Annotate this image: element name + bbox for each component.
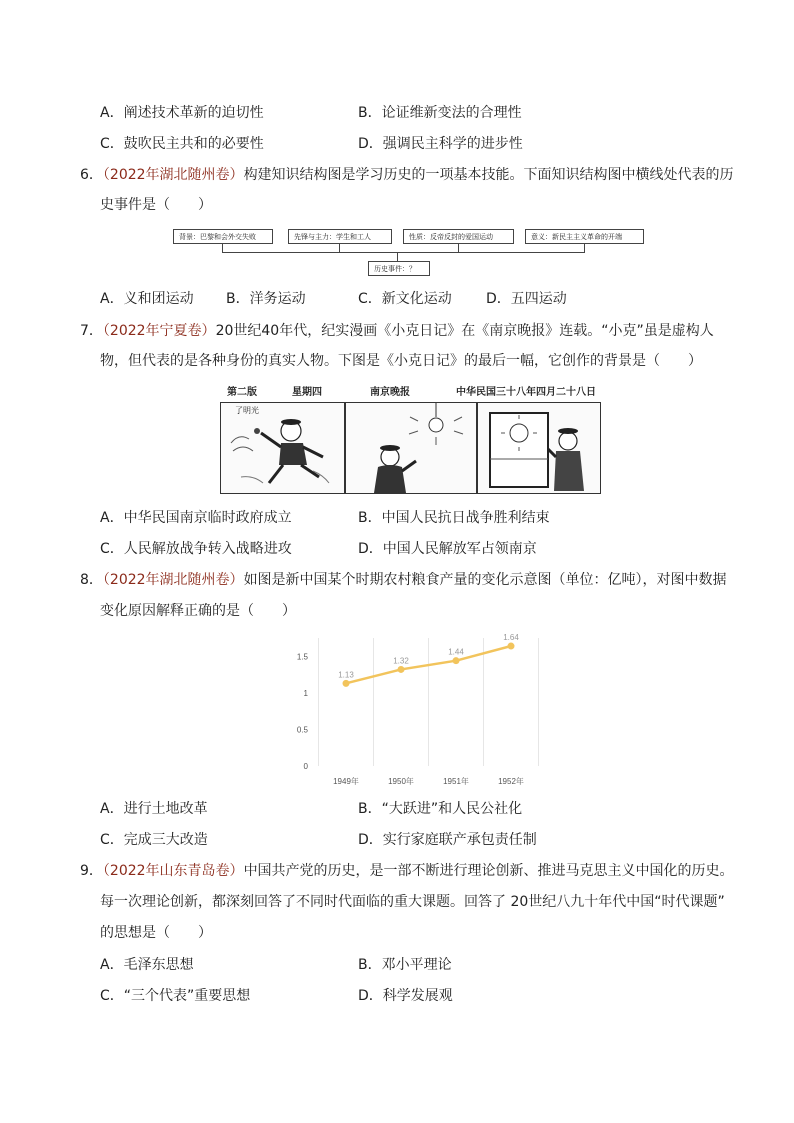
q9-stem: 中国共产党的历史，是一部不断进行理论创新、推进马克思主义中国化的历史。 xyxy=(243,863,734,879)
chart-y-tick-label: 0 xyxy=(303,762,308,771)
q7-stem: 20世纪40年代，纪实漫画《小克日记》在《南京晚报》连载。“小克”虽是虚构人 xyxy=(215,323,714,339)
comic-header-date: 中华民国三十八年四月二十八日 xyxy=(456,387,596,398)
chart-x-tick-label: 1949年 xyxy=(333,777,359,786)
q7-option-a[interactable]: A．中华民国南京临时政府成立 xyxy=(100,510,292,526)
comic-panel-2 xyxy=(345,402,477,494)
chart-x-tick-label: 1952年 xyxy=(498,777,524,786)
diagram-box-significance: 意义：新民主主义革命的开端 xyxy=(525,229,644,244)
q5-option-c[interactable]: C．鼓吹民主共和的必要性 xyxy=(100,136,264,152)
chart-data-label: 1.32 xyxy=(393,656,409,666)
q8-option-a[interactable]: A．进行土地改革 xyxy=(100,801,208,817)
diagram-connector xyxy=(222,244,223,252)
q9-stem-line3: 的思想是（ ） xyxy=(100,925,212,941)
chart-y-tick-label: 0.5 xyxy=(296,725,308,735)
q8-stem: 如图是新中国某个时期农村粮食产量的变化示意图（单位：亿吨），对图中数据 xyxy=(243,572,727,588)
diagram-box-nature: 性质：反帝反封的爱国运动 xyxy=(403,229,514,244)
comic-header-newspaper: 南京晚报 xyxy=(370,387,410,398)
chart-data-label: 1.13 xyxy=(338,670,354,680)
q6-number: 6． xyxy=(80,167,103,183)
q6-option-d[interactable]: D．五四运动 xyxy=(486,291,567,307)
q8-number: 8． xyxy=(80,572,103,588)
grain-output-line-chart xyxy=(280,628,540,796)
chart-y-tick-label: 1 xyxy=(303,688,308,698)
q7-stem-line1 xyxy=(80,321,714,341)
comic-speech-bubble: 了明光 xyxy=(235,406,259,415)
q6-stem: 构建知识结构图是学习历史的一项基本技能。下面知识结构图中横线处代表的历 xyxy=(243,167,734,183)
q8-stem-line2: 变化原因解释正确的是（ ） xyxy=(100,603,296,619)
chart-data-point xyxy=(453,657,460,664)
q7-number: 7． xyxy=(80,323,103,339)
diagram-box-force: 先锋与主力：学生和工人 xyxy=(288,229,392,244)
chart-data-point xyxy=(343,680,350,687)
diagram-connector xyxy=(458,244,459,252)
chart-x-tick-label: 1951年 xyxy=(443,777,469,786)
chart-data-point xyxy=(508,643,515,650)
q8-option-c[interactable]: C．完成三大改造 xyxy=(100,832,208,848)
q5-option-b[interactable]: B．论证维新变法的合理性 xyxy=(358,105,522,121)
q6-option-a[interactable]: A．义和团运动 xyxy=(100,291,194,307)
lamp-figure-illustration xyxy=(346,403,477,494)
window-figure-illustration xyxy=(478,403,601,494)
q9-number: 9． xyxy=(80,863,103,879)
q8-option-d[interactable]: D．实行家庭联产承包责任制 xyxy=(358,832,537,848)
diagram-box-event: 历史事件：？ xyxy=(368,261,430,276)
q5-option-a[interactable]: A．阐述技术革新的迫切性 xyxy=(100,105,264,121)
diagram-connector xyxy=(397,252,398,261)
q7-source: （2022年宁夏卷） xyxy=(102,323,216,339)
chart-data-label: 1.44 xyxy=(448,647,464,657)
q7-option-b[interactable]: B．中国人民抗日战争胜利结束 xyxy=(358,510,550,526)
comic-header-weekday: 星期四 xyxy=(292,387,322,398)
q8-option-b[interactable]: B．“大跃进”和人民公社化 xyxy=(358,801,523,817)
comic-header-edition: 第二版 xyxy=(227,387,257,398)
chart-y-tick-label: 1.5 xyxy=(296,652,308,662)
q6-option-b[interactable]: B．洋务运动 xyxy=(226,291,306,307)
diagram-connector xyxy=(584,244,585,252)
q9-option-c[interactable]: C．“三个代表”重要思想 xyxy=(100,988,251,1004)
q8-source: （2022年湖北随州卷） xyxy=(102,572,244,588)
q7-option-c[interactable]: C．人民解放战争转入战略进攻 xyxy=(100,541,292,557)
q9-option-d[interactable]: D．科学发展观 xyxy=(358,988,453,1004)
chart-data-point xyxy=(398,666,405,673)
q6-option-c[interactable]: C．新文化运动 xyxy=(358,291,452,307)
q9-option-b[interactable]: B．邓小平理论 xyxy=(358,957,452,973)
comic-panel-3 xyxy=(477,402,601,494)
q9-stem-line2: 每一次理论创新，都深刻回答了不同时代面临的重大课题。回答了 20世纪八九十年代中国“时代课题” xyxy=(100,894,725,910)
q6-stem-line1 xyxy=(80,165,734,185)
comic-panel-1 xyxy=(220,402,345,494)
q8-stem-line1 xyxy=(80,570,727,590)
chart-x-tick-label: 1950年 xyxy=(388,777,414,786)
chart-data-label: 1.64 xyxy=(503,633,519,643)
q7-stem-line2: 物，但代表的是各种身份的真实人物。下图是《小克日记》的最后一幅，它创作的背景是（ ） xyxy=(100,353,702,369)
q6-source: （2022年湖北随州卷） xyxy=(102,167,244,183)
dancing-figure-illustration xyxy=(221,403,345,494)
diagram-horizontal-line xyxy=(222,252,585,253)
diagram-connector xyxy=(339,244,340,252)
q5-option-d[interactable]: D．强调民主科学的进步性 xyxy=(358,136,523,152)
q9-stem-line1 xyxy=(80,861,734,881)
q9-source: （2022年山东青岛卷） xyxy=(102,863,244,879)
q7-option-d[interactable]: D．中国人民解放军占领南京 xyxy=(358,541,537,557)
diagram-box-background: 背景：巴黎和会外交失败 xyxy=(173,229,273,244)
q9-option-a[interactable]: A．毛泽东思想 xyxy=(100,957,194,973)
q6-stem-line2: 史事件是（ ） xyxy=(100,197,212,213)
